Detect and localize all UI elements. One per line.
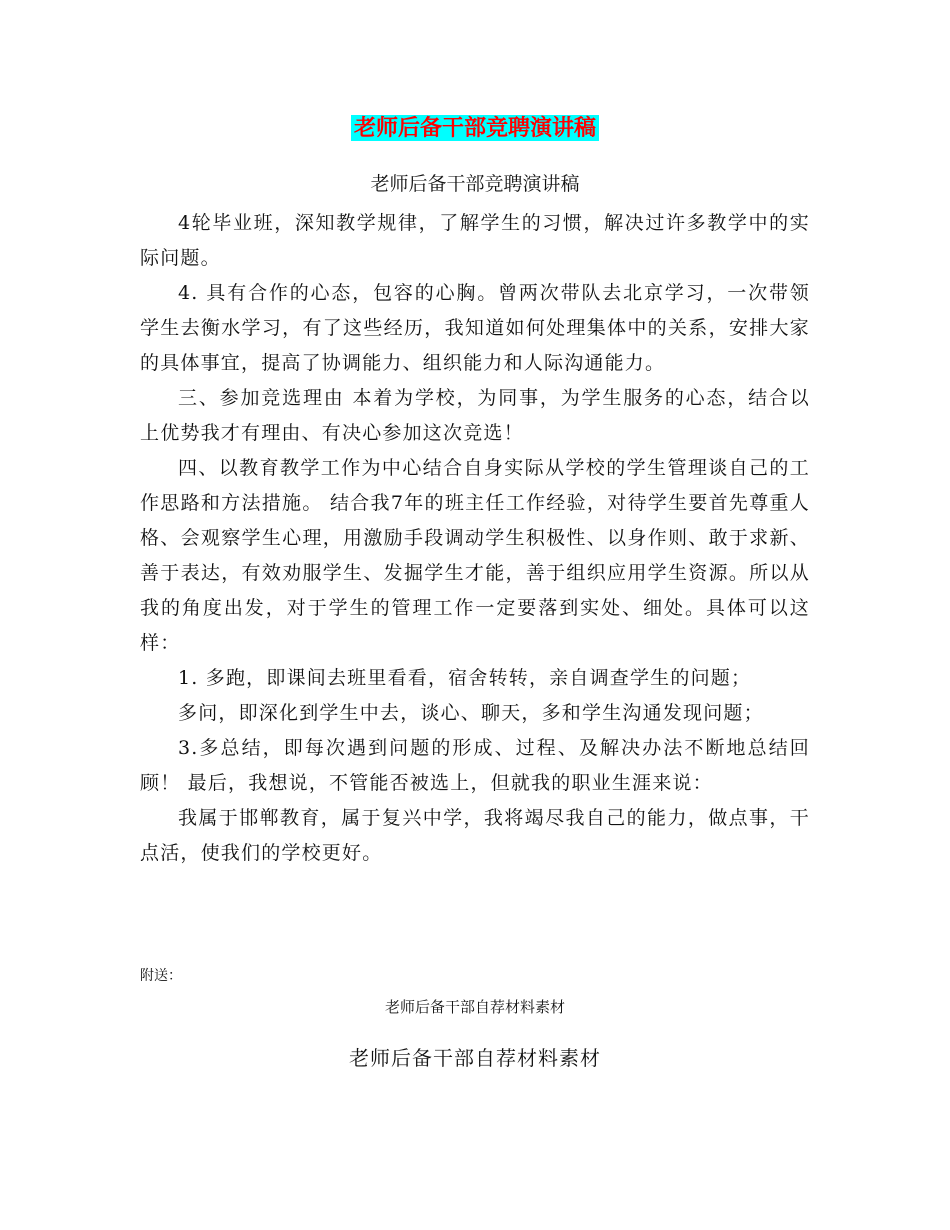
appendix-title: 老师后备干部自荐材料素材 — [349, 1046, 601, 1070]
document-subtitle: 老师后备干部竞聘演讲稿 — [370, 173, 580, 195]
body-paragraph: 4轮毕业班，深知教学规律，了解学生的习惯，解决过许多教学中的实际问题。 — [140, 212, 810, 269]
appendix-label: 附送： — [140, 968, 182, 984]
body-paragraph: 三、参加竞选理由 本着为学校，为同事，为学生服务的心态，结合以上优势我才有理由、有决心参加这次竞选！ — [140, 387, 810, 444]
body-paragraph: 多问，即深化到学生中去，谈心、聊天，多和学生沟通发现问题； — [178, 702, 764, 724]
document-title-text: 老师后备干部竞聘演讲稿 — [351, 115, 599, 141]
document-body — [140, 206, 810, 871]
body-paragraph: 我属于邯郸教育，属于复兴中学，我将竭尽我自己的能力，做点事，干点活，使我们的学校更好。 — [140, 807, 810, 864]
body-paragraph: 3.多总结，即每次遇到问题的形成、过程、及解决办法不断地总结回顾！ 最后，我想说，不管能否被选上，但就我的职业生涯来说： — [140, 737, 810, 794]
document-title — [0, 113, 950, 143]
appendix-small-title: 老师后备干部自荐材料素材 — [384, 998, 565, 1016]
body-paragraph: 4. 具有合作的心态，包容的心胸。曾两次带队去北京学习，一次带领学生去衡水学习，有了这些经历，我知道如何处理集体中的关系，安排大家的具体事宜，提高了协调能力、组织能力和人际沟通能力。 — [140, 282, 810, 374]
body-paragraph: 四、以教育教学工作为中心结合自身实际从学校的学生管理谈自己的工作思路和方法措施。 结合我7年的班主任工作经验，对待学生要首先尊重人格、会观察学生心理，用激励手段调动学生积极性、以身作则、敢于求新、善于表达，有效劝服学生、发掘学生才能，善于组织应用学生资源。所以从我的角度出发，对于学生的管理工作一定要落到实处、细处。具体可以这样： — [140, 457, 810, 654]
body-paragraph: 1. 多跑，即课间去班里看看，宿舍转转，亲自调查学生的问题； — [178, 667, 752, 689]
